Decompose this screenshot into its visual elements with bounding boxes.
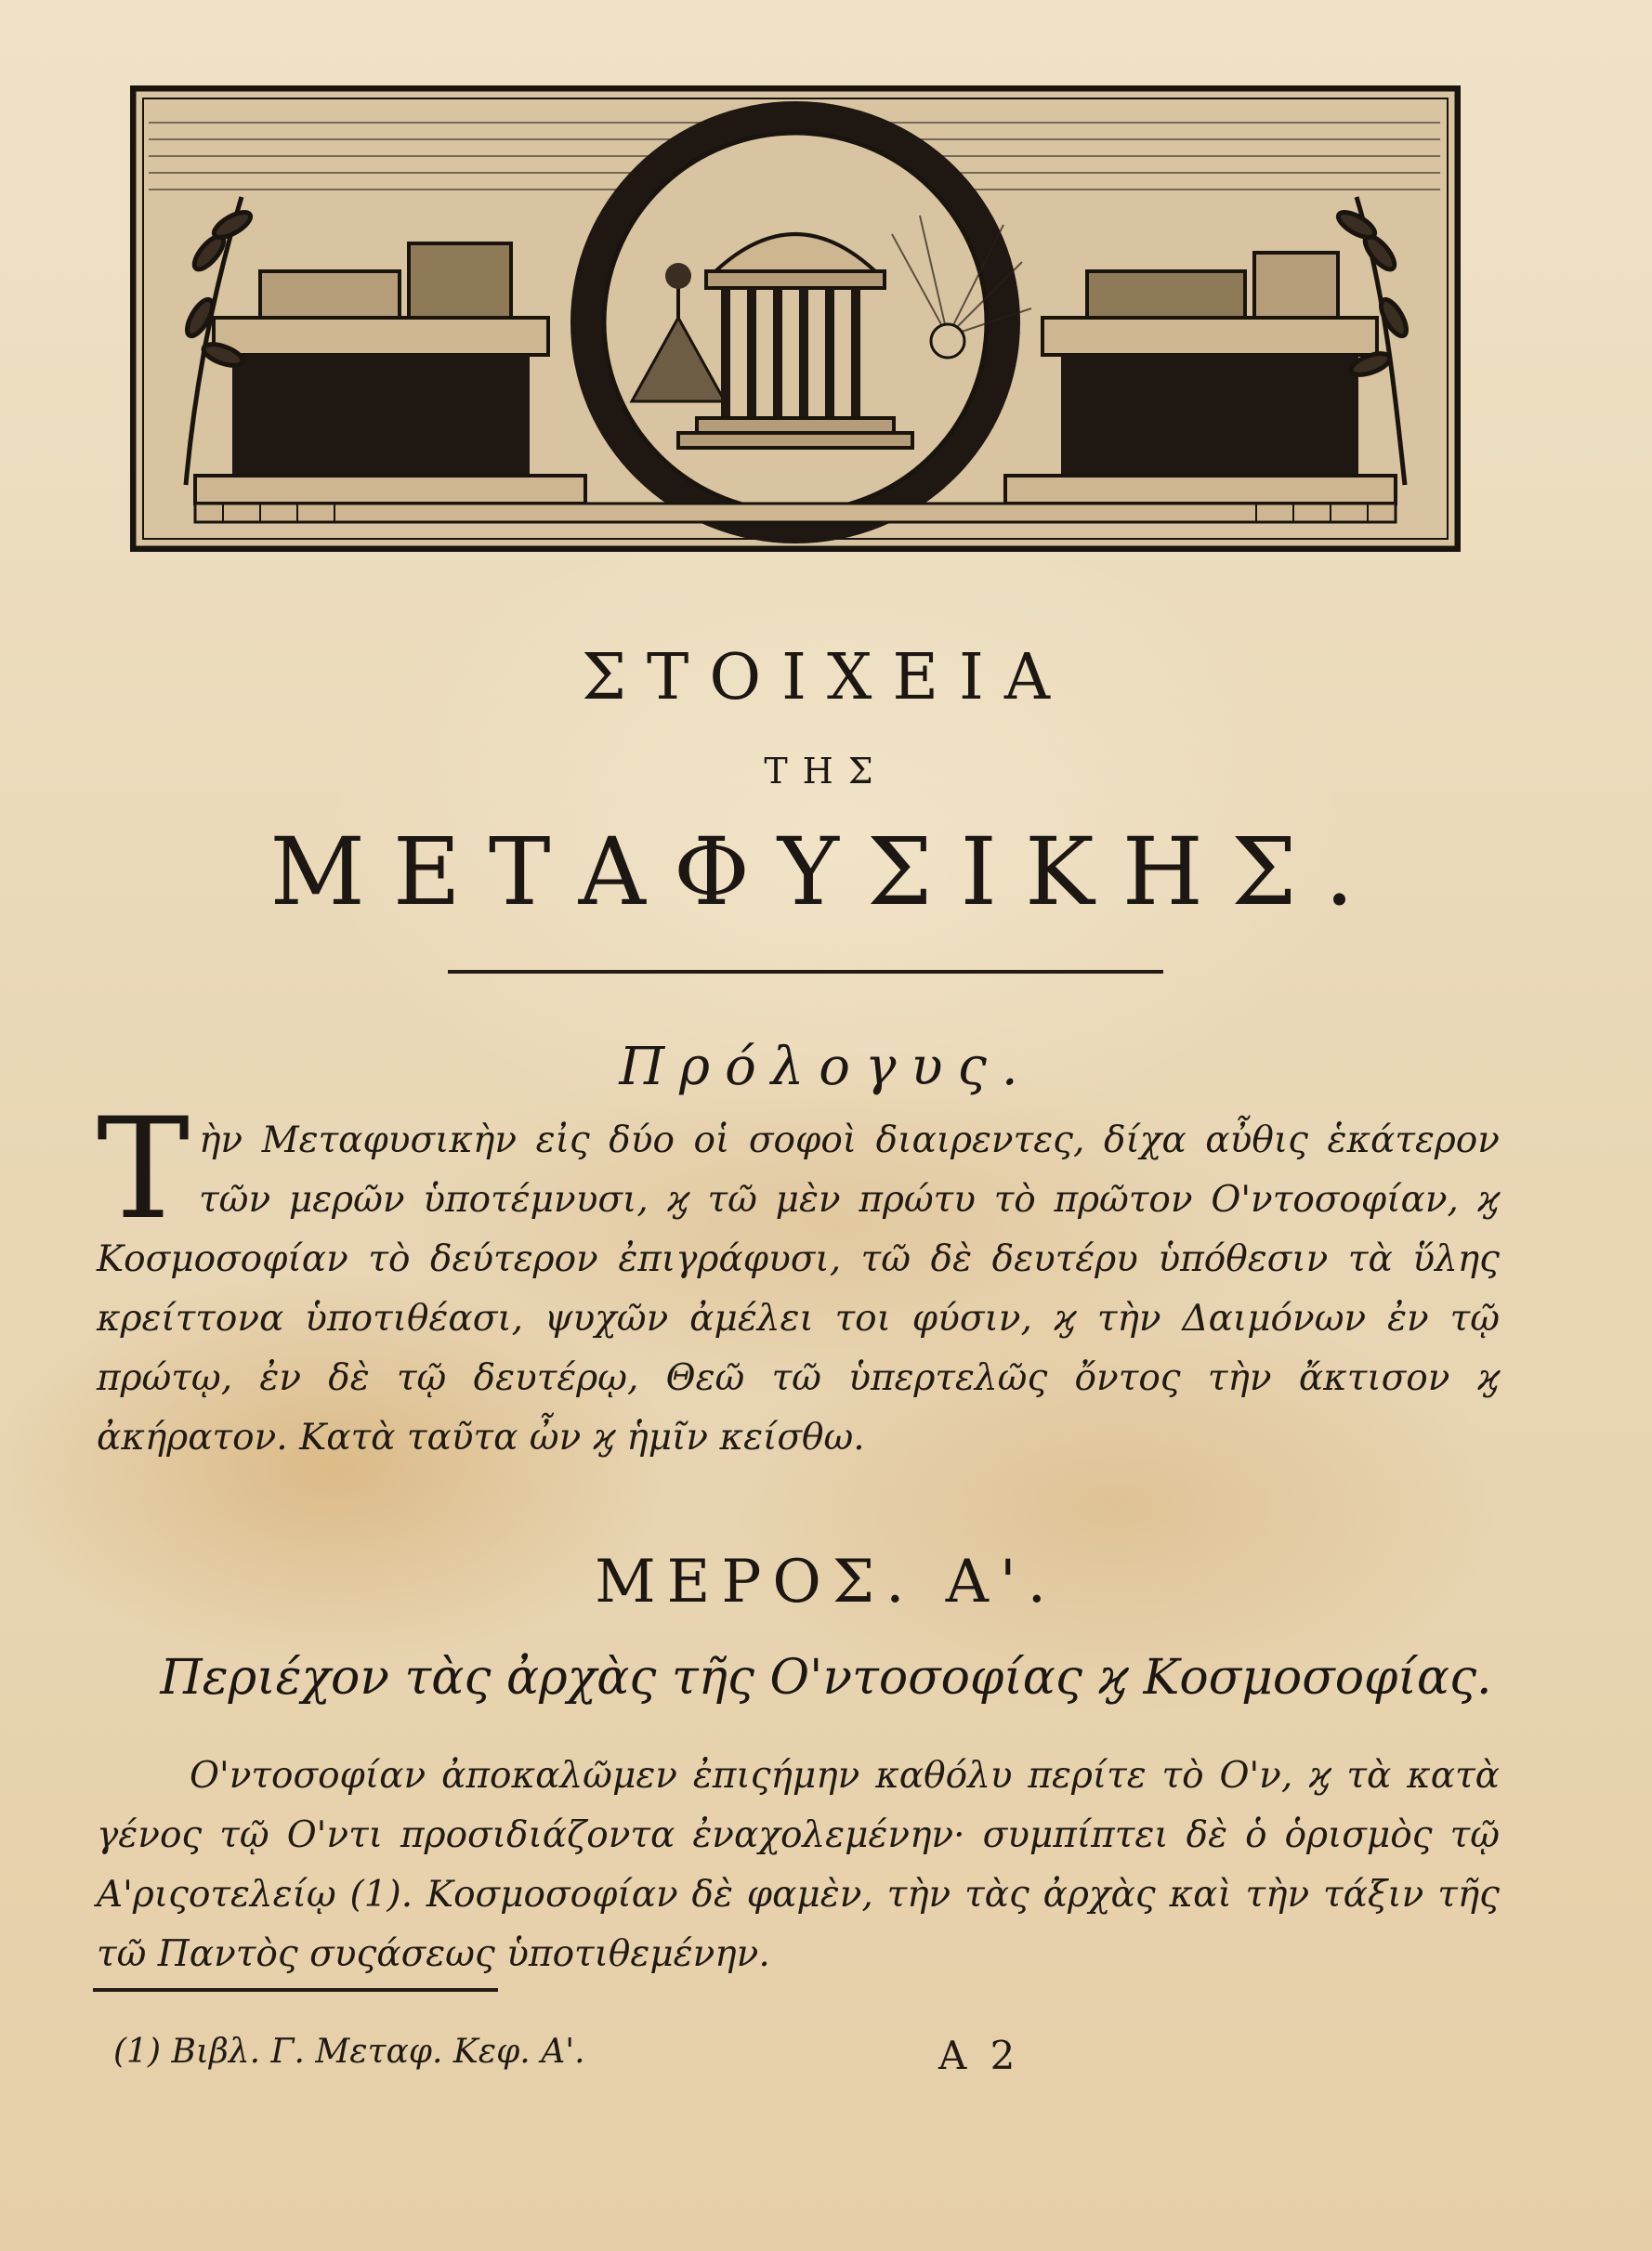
title-line-2: ΤΗΣ bbox=[764, 751, 888, 792]
part-paragraph: Ο'ντοσοφίαν ἀποκαλῶμεν ἐπιςήμην καθόλυ περίτε τὸ Ο'ν, ϗ τὰ κατὰ γένος τῷ Ο'ντι προσιδιάζοντα ἐναχολεμένην· συμπίπτει δὲ ὁ ὁρισμὸς τῷ Α'ριςοτελείῳ (1). Κοσμοσοφίαν δὲ φαμὲν, τὴν τὰς ἀρχὰς καὶ τὴν τάξιν τῆς τῶ Παντὸς συςάσεως ὑποτιθεμένην. bbox=[97, 1755, 1500, 1975]
footnote: (1) Βιβλ. Γ. Μεταφ. Κεφ. Α'. bbox=[113, 2033, 585, 2071]
prologue-heading: Πρόλογυς. bbox=[619, 1037, 1033, 1097]
title-line-3: ΜΕΤΑΦΥΣΙΚΗΣ. bbox=[269, 818, 1383, 926]
title-divider bbox=[448, 970, 1163, 974]
engraved-headpiece-icon bbox=[130, 85, 1461, 552]
signature-mark: Α 2 bbox=[938, 2033, 1021, 2078]
title-line-1: ΣΤΟΙΧΕΙΑ bbox=[581, 641, 1071, 714]
part-subtitle: Περιέχον τὰς ἀρχὰς τῆς Ο'ντοσοφίας ϗ Κοσμοσοφίας. bbox=[160, 1650, 1492, 1706]
drop-cap: Τ bbox=[97, 1089, 190, 1250]
prologue-text: ὴν Μεταφυσικὴν εἰς δύο οἱ σοφοὶ διαιρεντες, δίχα αὖθις ἑκάτερον τῶν μερῶν ὑποτέμνυσι, ϗ τῶ μὲν πρώτυ τὸ πρῶτον Ο'ντοσοφίαν, ϗ Κοσμοσοφίαν τὸ δεύτερον ἐπιγράφυσι, τῶ δὲ δευτέρυ ὑπόθεσιν τὰ ὕλης κρείττονα ὑποτιθέασι, ψυχῶν ἀμέλει τοι φύσιν, ϗ τὴν Δαιμόνων ἐν τῷ πρώτῳ, ἐν δὲ τῷ δευτέρῳ, Θεῶ τῶ ὑπερτελῶς ὄντος τὴν ἄκτισον ϗ ἀκήρατον. Κατὰ ταῦτα ὦν ϗ ἡμῖν κείσθω. bbox=[97, 1119, 1500, 1459]
prologue-paragraph bbox=[97, 1089, 1500, 1468]
part-title: ΜΕΡΟΣ. Α'. bbox=[595, 1548, 1057, 1616]
footnote-divider bbox=[93, 1988, 498, 1992]
